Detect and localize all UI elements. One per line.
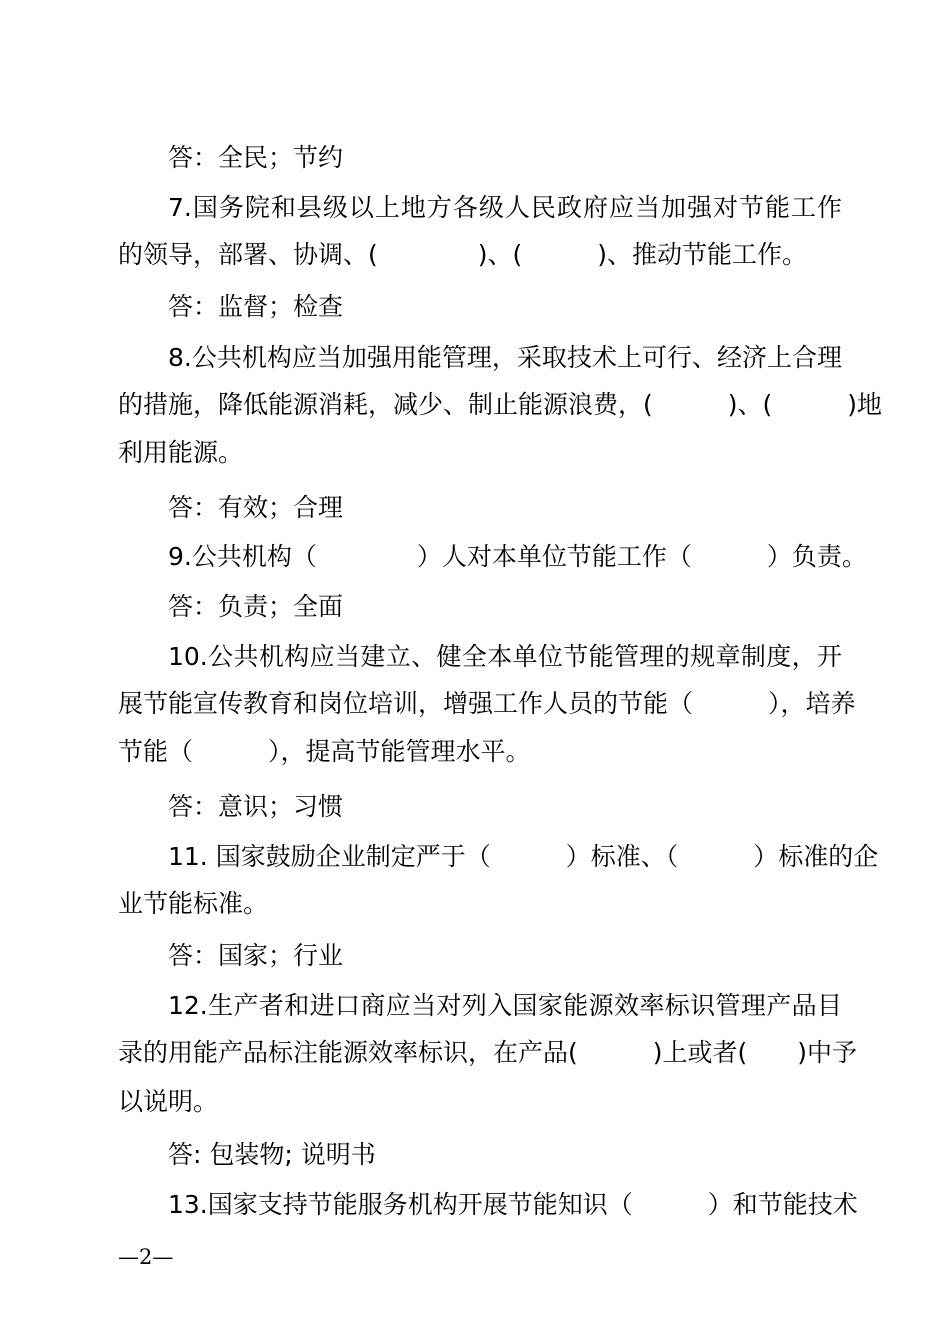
- question-line: 10.公共机构应当建立、健全本单位节能管理的规章制度，开: [168, 642, 842, 671]
- question-line: 的领导，部署、协调、( )、( )、推动节能工作。: [118, 240, 808, 269]
- question-line: 录的用能产品标注能源效率标识，在产品( )上或者( )中予: [118, 1038, 858, 1067]
- question-line: 利用能源。: [118, 438, 244, 467]
- answer-line: 答: 包装物; 说明书: [168, 1140, 376, 1169]
- answer-line: 答：国家；行业: [168, 941, 344, 970]
- question-line: 节能（ ），提高节能管理水平。: [118, 737, 531, 766]
- question-line: 12.生产者和进口商应当对列入国家能源效率标识管理产品目: [168, 991, 842, 1020]
- question-line: 11. 国家鼓励企业制定严于（ ）标准、（ ）标准的企: [168, 842, 879, 871]
- answer-line: 答：意识；习惯: [168, 792, 344, 821]
- answer-line: 答：负责；全面: [168, 592, 344, 621]
- answer-line: 答：监督；检查: [168, 292, 344, 321]
- question-line: 展节能宣传教育和岗位培训，增强工作人员的节能（ ），培养: [118, 689, 856, 718]
- question-line: 7.国务院和县级以上地方各级人民政府应当加强对节能工作: [168, 193, 842, 222]
- question-line: 8.公共机构应当加强用能管理，采取技术上可行、经济上合理: [168, 343, 842, 372]
- page-number: —2—: [118, 1245, 174, 1269]
- question-line: 13.国家支持节能服务机构开展节能知识（ ）和节能技术: [168, 1190, 858, 1219]
- question-line: 以说明。: [118, 1087, 219, 1116]
- question-line: 9.公共机构（ ）人对本单位节能工作（ ）负责。: [168, 542, 867, 571]
- question-line: 业节能标准。: [118, 889, 269, 918]
- answer-line: 答：有效；合理: [168, 493, 344, 522]
- answer-line: 答：全民；节约: [168, 143, 344, 172]
- question-line: 的措施，降低能源消耗，减少、制止能源浪费，( )、( )地: [118, 390, 883, 419]
